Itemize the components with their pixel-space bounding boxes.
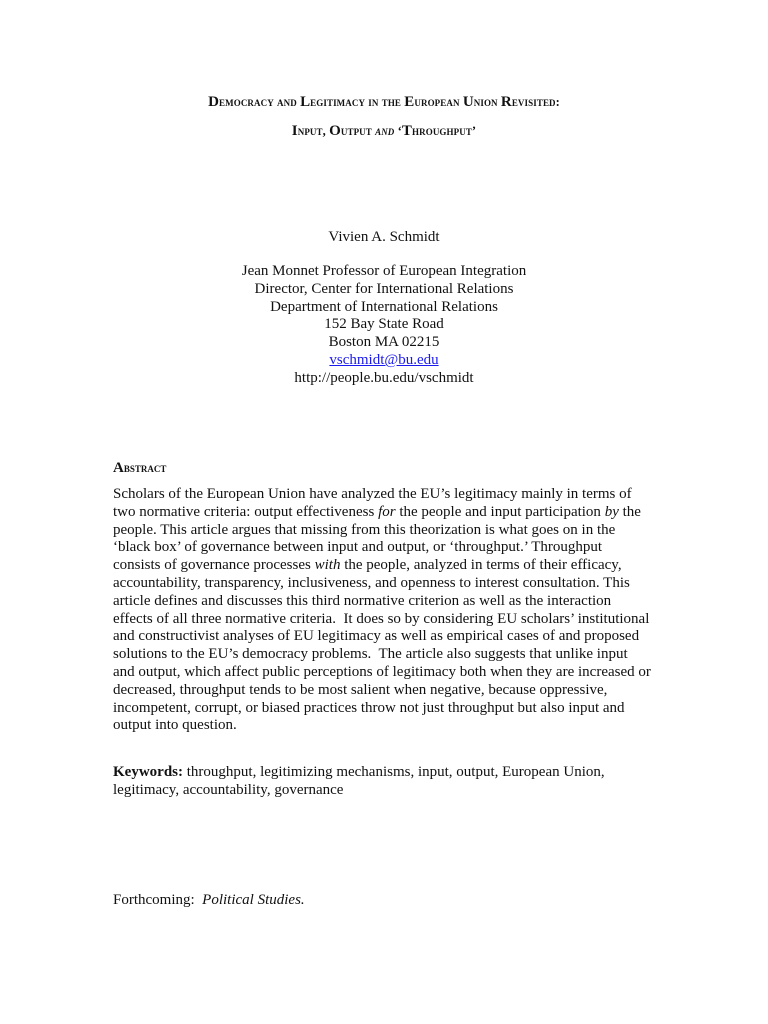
author-affiliation: [0, 263, 768, 388]
author-name: Vivien A. Schmidt: [328, 229, 440, 245]
abstract-line: [113, 646, 673, 664]
forthcoming-note: [113, 892, 305, 909]
title1-rest-4: nion: [473, 95, 501, 109]
title1-cap-5: R: [500, 94, 512, 110]
affiliation-street: 152 Bay State Road: [324, 316, 444, 333]
abstract-heading-cap: A: [113, 460, 124, 476]
abstract-line: [113, 611, 673, 629]
title1-cap-3: E: [404, 94, 415, 110]
abstract-line: [113, 557, 673, 575]
abstract-line: [113, 700, 673, 718]
title1-rest-1: emocracy and: [219, 95, 301, 109]
title2-rest-1: nput,: [297, 124, 330, 138]
abstract-text-run: and constructivist analyses of EU legitimacy as well as empirical cases of and proposed: [113, 628, 640, 645]
keywords-label: Keywords:: [113, 764, 183, 780]
abstract-text-run: article defines and discusses this third normative criterion as well as the interaction: [113, 592, 612, 609]
abstract-text-run: people. This article argues that missing from this theorization is what goes on in the: [113, 521, 616, 538]
title1-cap-1: D: [208, 94, 220, 110]
abstract-text-run: the people, analyzed in terms of their efficacy,: [340, 557, 622, 574]
abstract-italic-run: for: [378, 503, 396, 520]
abstract-text-run: solutions to the EU’s democracy problems. The article also suggests that unlike input: [113, 646, 628, 663]
affiliation-city: Boston MA 02215: [328, 334, 440, 351]
abstract-text-run: Scholars of the European Union have analyzed the EU’s legitimacy mainly in terms of: [113, 486, 632, 502]
abstract-text-run: output into question.: [113, 717, 237, 734]
abstract-text-run: the: [618, 503, 641, 520]
paper-title-line-2: [0, 123, 768, 140]
abstract-line: [113, 522, 673, 540]
affiliation-department: Department of International Relations: [270, 298, 498, 315]
title2-italic-and: and: [375, 124, 395, 138]
abstract-text-run: effects of all three normative criteria. It does so by considering EU scholars’ institutional: [113, 610, 650, 627]
abstract-line: [113, 664, 673, 682]
forthcoming-journal: Political Studies.: [202, 892, 305, 908]
abstract-line: [113, 593, 673, 611]
affiliation-director: Director, Center for International Relations: [254, 280, 514, 297]
abstract-text-run: decreased, throughput tends to be most salient when negative, because oppressive,: [113, 681, 608, 698]
title2-rest-3: hroughput’: [412, 124, 477, 138]
abstract-line: [113, 575, 673, 593]
keywords-section: [113, 764, 673, 800]
abstract-text-run: ‘black box’ of governance between input and output, or ‘throughput.’ Throughput: [113, 539, 603, 556]
affiliation-website: http://people.bu.edu/vschmidt: [294, 369, 474, 386]
abstract-italic-run: by: [604, 503, 619, 520]
abstract-line: [113, 486, 673, 504]
abstract-text-run: two normative criteria: output effectiveness: [113, 503, 379, 520]
title2-cap-1: I: [291, 123, 298, 139]
abstract-text-run: accountability, transparency, inclusiveness, and openness to interest consultation. This: [113, 574, 630, 591]
title2-rest-2: utput: [340, 124, 376, 138]
keywords-line-2: legitimacy, accountability, governance: [113, 781, 344, 798]
title1-rest-3: uropean: [414, 95, 463, 109]
title1-rest-2: egitimacy in the: [310, 95, 405, 109]
email-link[interactable]: vschmidt@bu.edu: [329, 351, 439, 368]
abstract-body: [113, 486, 673, 735]
title2-open-quote: ‘: [394, 124, 402, 138]
title2-cap-2: O: [329, 123, 341, 139]
abstract-line: [113, 539, 673, 557]
title1-cap-2: L: [300, 94, 311, 110]
abstract-text-run: incompetent, corrupt, or biased practices throw not just throughput but also input and: [113, 699, 625, 716]
abstract-text-run: consists of governance processes: [113, 557, 315, 574]
abstract-heading-rest: bstract: [123, 461, 167, 475]
abstract-italic-run: with: [314, 557, 341, 574]
title1-cap-4: U: [462, 94, 474, 110]
paper-title-line-1: [0, 94, 768, 111]
affiliation-position: Jean Monnet Professor of European Integration: [241, 263, 527, 279]
abstract-line: [113, 682, 673, 700]
keywords-line-1: throughput, legitimizing mechanisms, input, output, European Union,: [183, 764, 605, 780]
forthcoming-label: Forthcoming:: [113, 892, 203, 908]
abstract-text-run: the people and input participation: [395, 503, 605, 520]
abstract-heading: [113, 460, 166, 477]
abstract-text-run: and output, which affect public perceptions of legitimacy both when they are increased or: [113, 663, 651, 680]
title1-rest-5: evisited:: [511, 95, 560, 109]
title2-cap-3: T: [401, 123, 413, 139]
abstract-line: [113, 628, 673, 646]
abstract-line: [113, 504, 673, 522]
abstract-line: [113, 717, 673, 735]
